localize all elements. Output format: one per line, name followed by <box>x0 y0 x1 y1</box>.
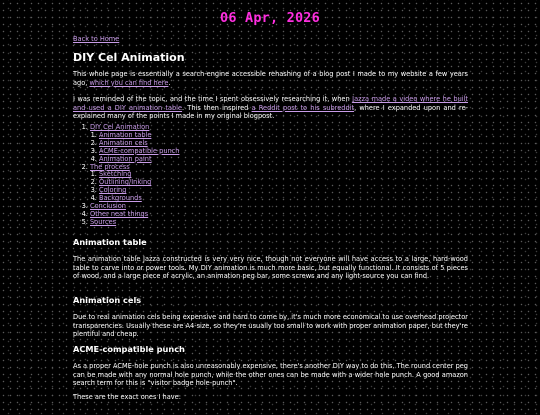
acme-punch-paragraph: As a proper ACME-hole punch is also unreasonably expensive, there's another DIY way to do this. The round center peg can be made with any normal hole punch, while the other ones can be made with a wider hole punch. A good amazon search term for this is "visitor badge hole-punch". <box>73 362 468 388</box>
section-heading-animation-cels: Animation cels <box>73 295 142 305</box>
intro-p1-end: . <box>168 78 171 87</box>
toc-item <box>90 219 179 227</box>
jazza-video-link[interactable]: Jazza made a video where he built and used a DIY animation table <box>73 95 468 112</box>
section-heading-acme-punch: ACME-compatible punch <box>73 344 185 354</box>
toc-link-sketching[interactable]: Sketching <box>99 170 132 179</box>
page-date: 06 Apr, 2026 <box>220 10 320 26</box>
intro-paragraph-1 <box>73 70 468 87</box>
toc-link-diy-cel-animation[interactable]: DIY Cel Animation <box>90 123 150 131</box>
intro-p2-a: I was reminded of the topic, and the time I spent obsessively researching it, when <box>73 95 353 103</box>
intro-p1-text: This whole page is essentially a search-engine accessible rehashing of a blog post I made to my website a few years ago, <box>73 70 468 87</box>
back-home-link[interactable]: Back to Home <box>73 35 120 43</box>
toc-link-coloring[interactable]: Coloring <box>99 186 127 195</box>
animation-cels-paragraph: Due to real animation cels being expensive and hard to come by, it's much more economical to use overhead projector transparencies. Usually these are A4-size, so they're usually too small to work with proper animation paper, but they're plentiful and cheap. <box>73 313 468 339</box>
table-of-contents <box>73 124 179 227</box>
toc-link-animation-table[interactable]: Animation table <box>99 130 152 139</box>
blog-post-link[interactable]: which you can find here <box>89 78 169 87</box>
section-heading-animation-table: Animation table <box>73 237 147 247</box>
intro-p2-b: . This then inspired <box>182 103 252 112</box>
page-title: DIY Cel Animation <box>73 51 185 64</box>
toc-item <box>90 164 179 204</box>
toc-link-conclusion[interactable]: Conclusion <box>90 202 126 211</box>
toc-item <box>90 124 179 164</box>
reddit-post-link[interactable]: a Reddit post to his subreddit <box>251 103 355 112</box>
toc-link-acme-punch[interactable]: ACME-compatible punch <box>99 146 180 155</box>
toc-link-outlining[interactable]: Outlining/Inking <box>99 178 152 187</box>
intro-paragraph-2 <box>73 95 468 121</box>
animation-table-paragraph: The animation table Jazza constructed is very very nice, though not everyone will have access to a large, hard-wood table to carve into or power tools. My DIY animation is much more basic, but equally functional. It consists of 5 pieces of wood, and a large piece of acrylic, an animation peg bar, some screws and any light-source you can find. <box>73 255 468 281</box>
toc-link-backgrounds[interactable]: Backgrounds <box>99 194 142 203</box>
toc-link-other-neat-things[interactable]: Other neat things <box>90 209 149 218</box>
toc-link-animation-paint[interactable]: Animation paint <box>99 154 152 163</box>
intro-p2-c: , where I expanded upon and re-explained many of the points I made in my original blogpost. <box>73 103 469 121</box>
toc-link-sources[interactable]: Sources <box>90 217 117 226</box>
toc-link-animation-cels[interactable]: Animation cels <box>99 138 148 147</box>
exact-ones-paragraph: These are the exact ones I have: <box>73 393 181 401</box>
toc-link-the-process[interactable]: The process <box>90 162 130 171</box>
